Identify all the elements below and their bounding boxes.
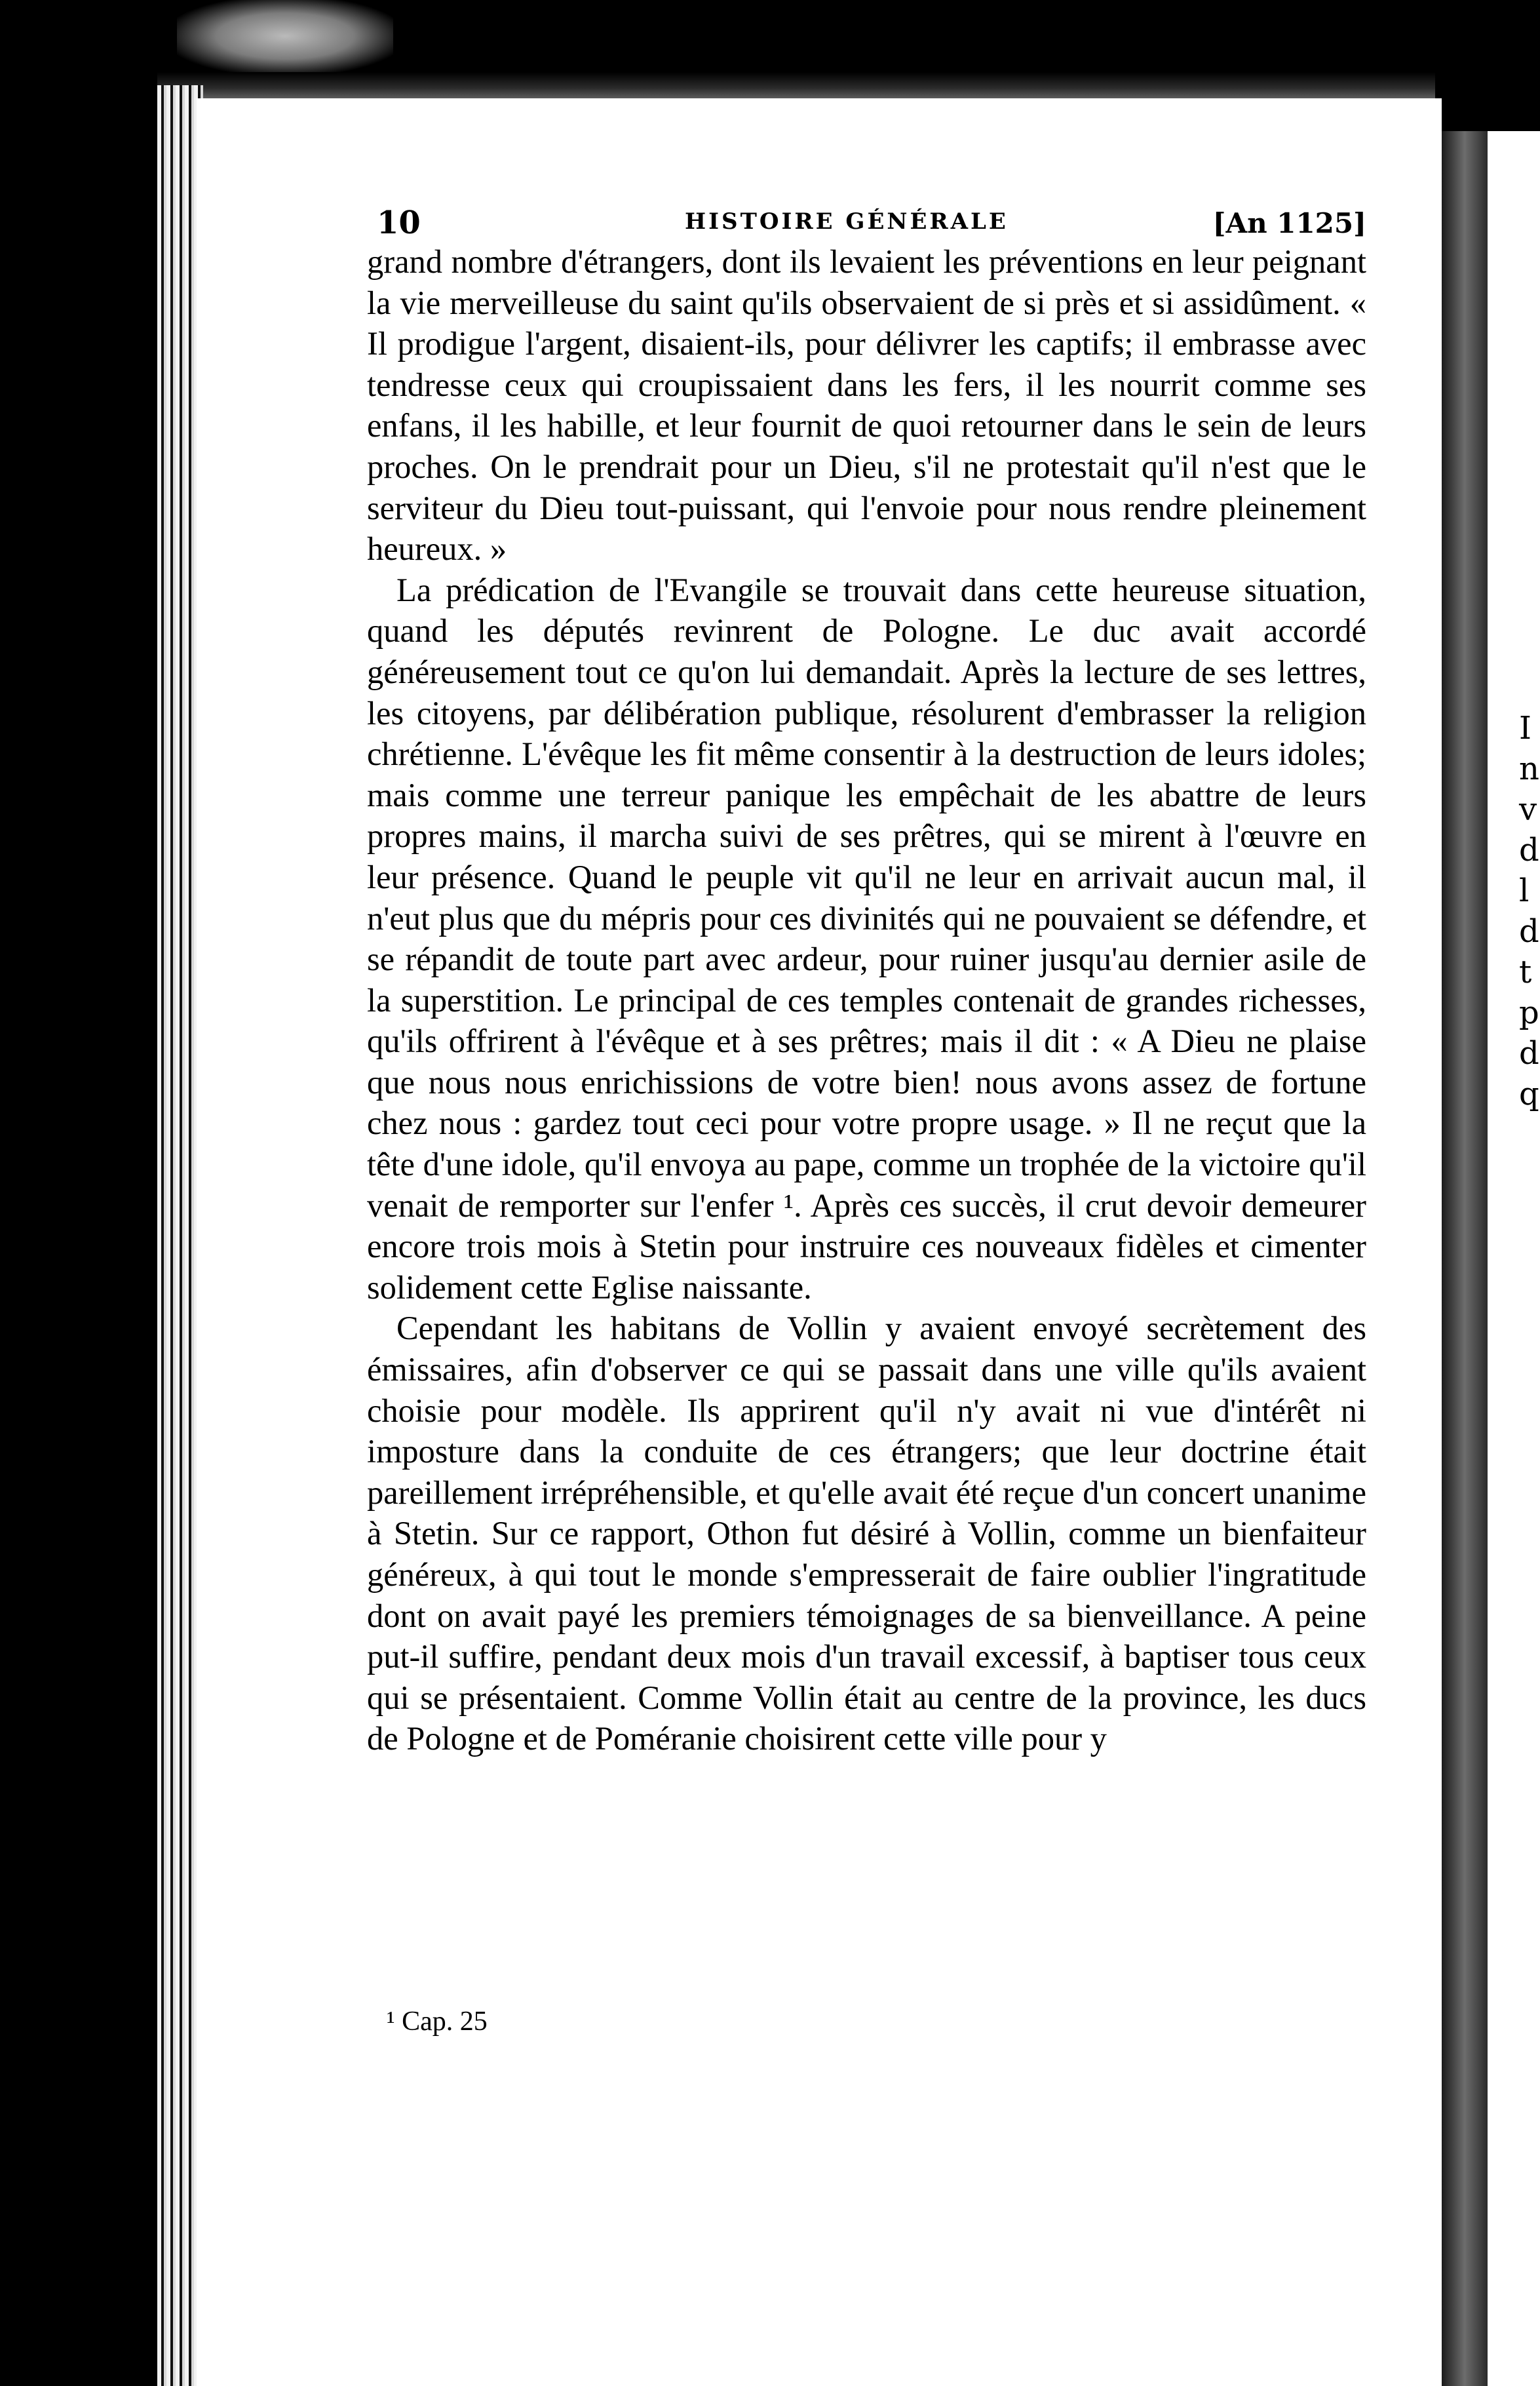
page-number: 10	[377, 205, 421, 241]
paragraph-3: Cependant les habitans de Vollin y avaient envoyé secrètement des émissaires, afin d'observer ce qui se passait dans une ville qu'ils avaient choisie pour modèle. Ils apprirent qu'il n'y avait ni vue d'intérêt ni imposture dans la conduite de ces étrangers; que leur doctrine était pareillement irrépréhensible, et qu'elle avait été reçue d'un concert unanime à Stetin. Sur ce rapport, Othon fut désiré à Vollin, comme un bienfaiteur généreux, à qui tout le monde s'empresserait de faire oublier l'ingratitude dont on avait payé les premiers témoignages de sa bienveillance. A peine put-il suffire, pendant deux mois d'un travail excessif, à baptiser tous ceux qui se présentaient. Comme Vollin était au centre de la province, les ducs de Pologne et de Poméranie choisirent cette ville pour y	[367, 1310, 1366, 1757]
facing-page-letters: I n v d l d t p d q	[1519, 710, 1539, 1112]
year-reference: [An 1125]	[1212, 207, 1366, 239]
page-header	[377, 205, 1366, 244]
paragraph-1: grand nombre d'étrangers, dont ils levaient les préventions en leur peignant la vie merveilleuse du saint qu'ils observaient de si près et si assidûment. « Il prodigue l'argent, disaient-ils, pour délivrer les captifs; il embrasse avec tendresse ceux qui croupissaient dans les fers, il les nourrit comme ses enfans, il les habille, et leur fournit de quoi retourner dans le sein de leurs proches. On le prendrait pour un Dieu, s'il ne protestait qu'il n'est que le serviteur du Dieu tout-puissant, qui l'envoie pour nous rendre pleinement heureux. »	[367, 243, 1366, 568]
body-text	[367, 241, 1366, 1759]
paragraph-2: La prédication de l'Evangile se trouvait dans cette heureuse situation, quand les députés revinrent de Pologne. Le duc avait accordé généreusement tout ce qu'on lui demandait. Après la lecture de ses lettres, les citoyens, par délibération publique, résolurent d'embrasser la religion chrétienne. L'évêque les fit même consentir à la destruction de leurs idoles; mais comme une terreur panique les empêchait de les abattre de leurs propres mains, il marcha suivi de ses prêtres, qui se mirent à l'œuvre en leur présence. Quand le peuple vit qu'il ne leur en arrivait aucun mal, il n'eut plus que du mépris pour ces divinités qui ne pouvaient se défendre, et se répandit de toute part avec ardeur, pour ruiner jusqu'au dernier asile de la superstition. Le principal de ces temples contenait de grandes richesses, qu'ils offrirent à l'évêque et à ses prêtres; mais il dit : « A Dieu ne plaise que nous nous enrichissions de votre bien! nous avons assez de fortune chez nous : gardez tout ceci pour votre propre usage. » Il ne reçut que la tête d'une idole, qu'il envoya au pape, comme un trophée de la victoire qu'il venait de remporter sur l'enfer ¹. Après ces succès, il crut devoir demeurer encore trois mois à Stetin pour instruire ces nouveaux fidèles et cimenter solidement cette Eglise naissante.	[367, 571, 1366, 1306]
footnote: ¹ Cap. 25	[387, 2006, 488, 2037]
facing-page-edge	[1488, 131, 1540, 2386]
scan-smudge	[177, 0, 393, 72]
book-gutter	[1442, 131, 1488, 2386]
running-head: HISTOIRE GÉNÉRALE	[685, 208, 1009, 235]
